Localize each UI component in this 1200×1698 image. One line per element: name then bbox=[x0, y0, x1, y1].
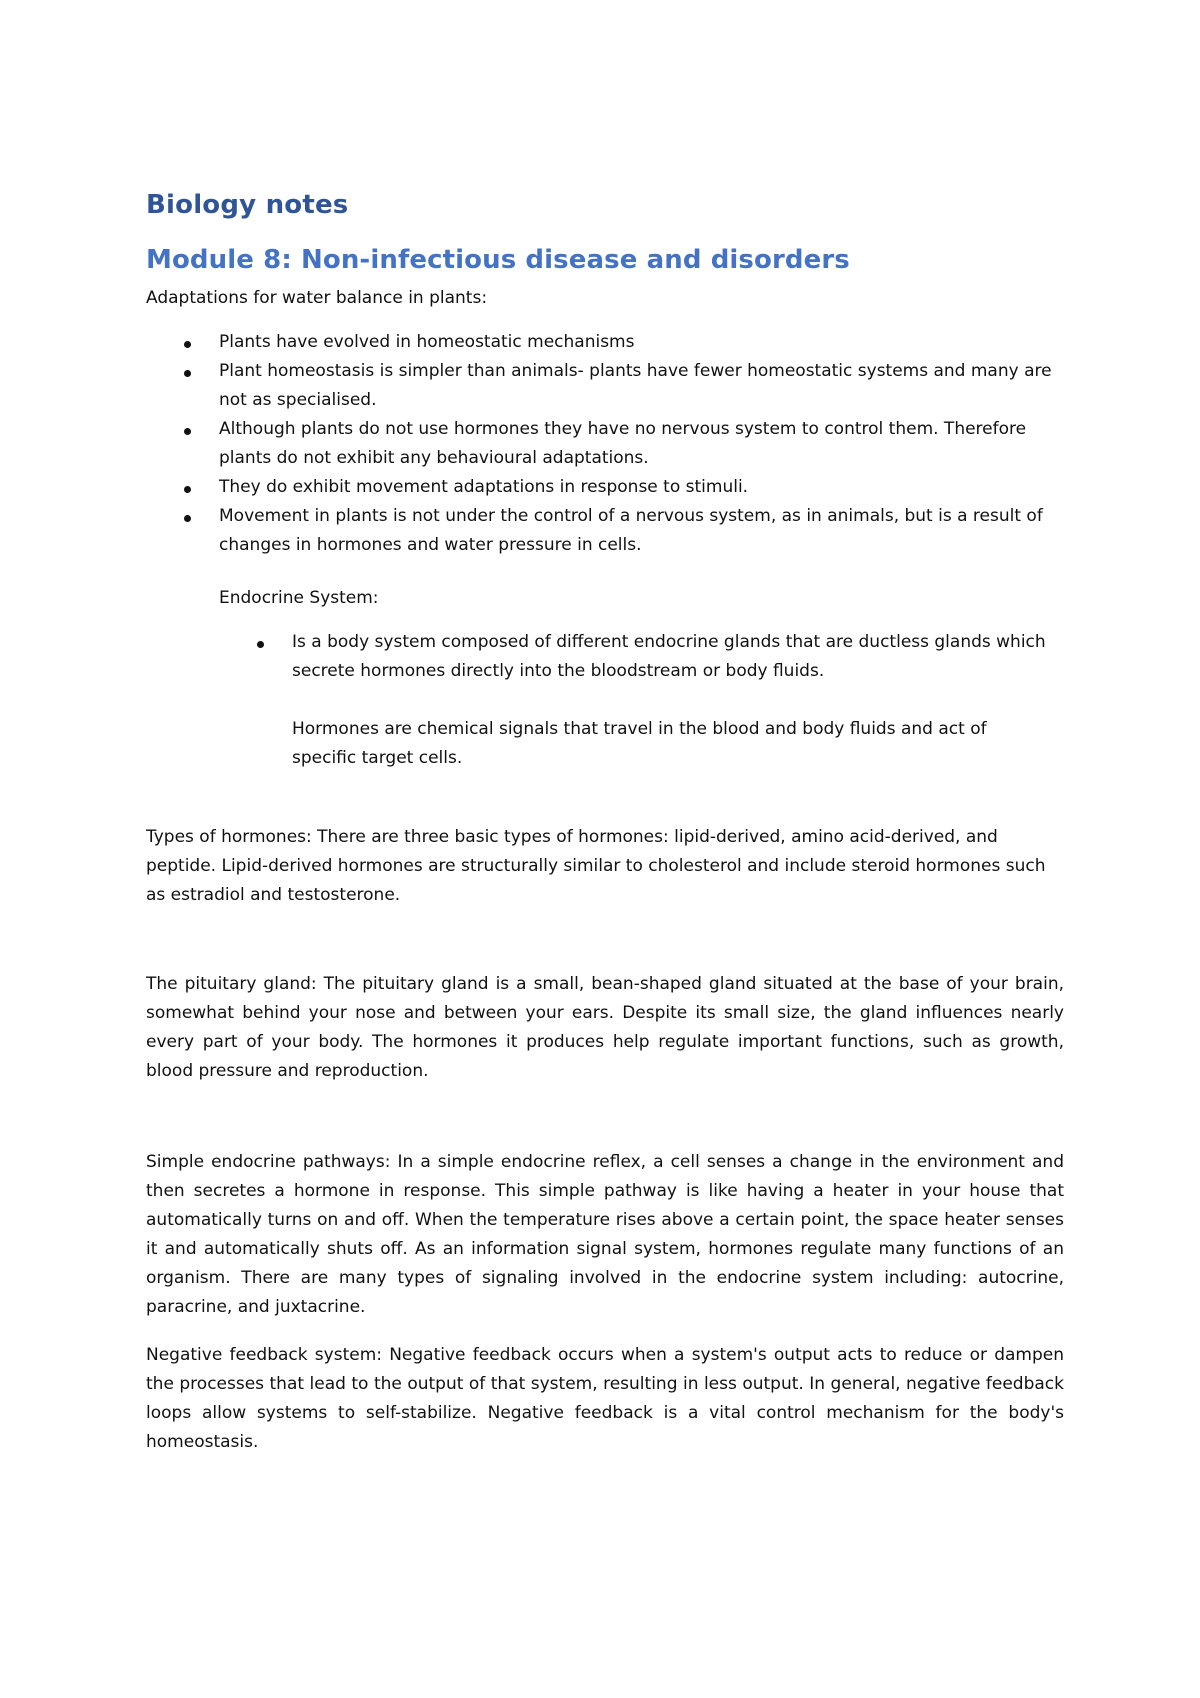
list-item-text: Although plants do not use hormones they have no nervous system to control them. Therefore plants do not exhibit any behavioural adaptations. bbox=[219, 419, 1027, 468]
simple-endocrine-paragraph: Simple endocrine pathways: In a simple endocrine reflex, a cell senses a change in the environment and then secretes a hormone in response. This simple pathway is like having a heater in your house that automatically turns on and off. When the temperature rises above a certain point, the space heater senses it and automatically shuts off. As an information signal system, hormones regulate many functions of an organism. There are many types of signaling involved in the endocrine system including: autocrine, paracrine, and juxtacrine. bbox=[146, 1152, 1064, 1317]
list-item bbox=[146, 357, 1066, 415]
bullet-icon bbox=[184, 370, 191, 377]
list-item-text: Is a body system composed of different endocrine glands that are ductless glands which secrete hormones directly into the bloodstream or body fluids. bbox=[292, 632, 1046, 681]
pituitary-paragraph: The pituitary gland: The pituitary gland is a small, bean-shaped gland situated at the base of your brain, somewhat behind your nose and between your ears. Despite its small size, the gland influences nearly every part of your body. The hormones it produces help regulate important functions, such as growth, blood pressure and reproduction. bbox=[146, 974, 1064, 1081]
bullet-icon bbox=[184, 428, 191, 435]
bullet-icon bbox=[257, 641, 264, 648]
list-item-text: Plants have evolved in homeostatic mechanisms bbox=[219, 332, 635, 352]
list-item bbox=[146, 473, 1066, 502]
bullet-icon bbox=[184, 341, 191, 348]
bullet-icon bbox=[184, 486, 191, 493]
plant-adaptations-list bbox=[146, 328, 1066, 560]
endocrine-heading: Endocrine System: bbox=[219, 588, 379, 608]
list-item bbox=[146, 328, 1066, 357]
module-heading: Module 8: Non-infectious disease and disorders bbox=[146, 245, 850, 275]
hormones-note: Hormones are chemical signals that travel in the blood and body fluids and act of specific target cells. bbox=[292, 719, 987, 768]
types-of-hormones-paragraph: Types of hormones: There are three basic types of hormones: lipid-derived, amino acid-derived, and peptide. Lipid-derived hormones are structurally similar to cholesterol and include steroid hormones such as estradiol and testosterone. bbox=[146, 827, 1046, 905]
endocrine-list bbox=[219, 628, 1049, 686]
intro-line: Adaptations for water balance in plants: bbox=[146, 288, 488, 308]
list-item-text: Plant homeostasis is simpler than animals- plants have fewer homeostatic systems and many are not as specialised. bbox=[219, 361, 1052, 410]
list-item-text: They do exhibit movement adaptations in response to stimuli. bbox=[219, 477, 749, 497]
document-title: Biology notes bbox=[146, 190, 349, 220]
list-item-text: Movement in plants is not under the control of a nervous system, as in animals, but is a result of changes in hormones and water pressure in cells. bbox=[219, 506, 1043, 555]
bullet-icon bbox=[184, 515, 191, 522]
negative-feedback-paragraph: Negative feedback system: Negative feedback occurs when a system's output acts to reduce or dampen the processes that lead to the output of that system, resulting in less output. In general, negative feedback loops allow systems to self-stabilize. Negative feedback is a vital control mechanism for the body's homeostasis. bbox=[146, 1345, 1064, 1452]
list-item bbox=[219, 628, 1049, 686]
list-item bbox=[146, 502, 1066, 560]
list-item bbox=[146, 415, 1066, 473]
